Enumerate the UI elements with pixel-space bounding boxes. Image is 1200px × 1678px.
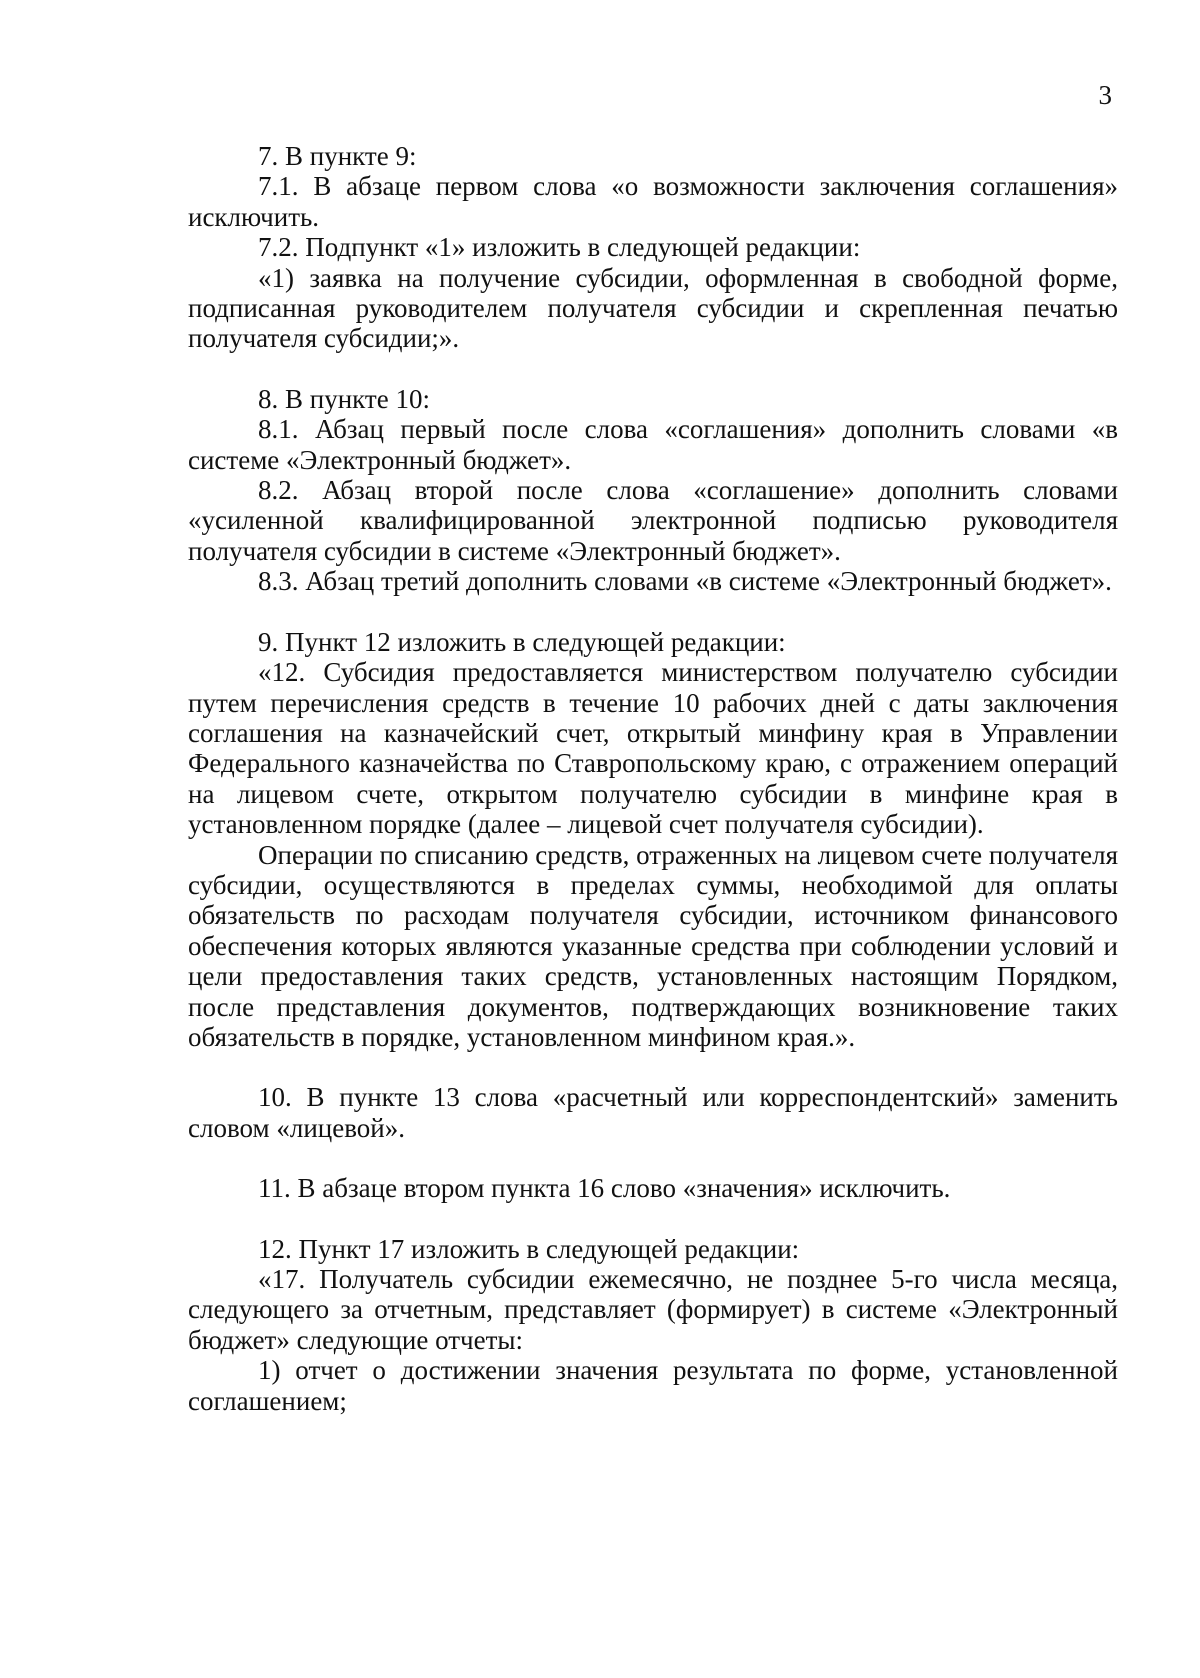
document-body [188,141,1118,1416]
paragraph: 1) отчет о достижении значения результата по форме, установленной соглашением; [188,1355,1118,1416]
paragraph: 11. В абзаце втором пункта 16 слово «значения» исключить. [258,1173,951,1204]
paragraph: Операции по списанию средств, отраженных на лицевом счете получателя субсидии, осуществляются в пределах суммы, необходимой для оплаты обязательств по расходам получателя субсидии, источником финансового обеспечения которых являются указанные средства при соблюдении условий и цели предоставления таких средств, установленных настоящим Порядком, после представления документов, подтверждающих возникновение таких обязательств в порядке, установленном минфином края.». [188,839,1118,1052]
paragraph: «17. Получатель субсидии ежемесячно, не позднее 5-го числа месяца, следующего за отчетным, представляет (формирует) в системе «Электронный бюджет» следующие отчеты: [188,1264,1118,1355]
page-number: 3 [1098,80,1112,110]
paragraph: 8.2. Абзац второй после слова «соглашение» дополнить словами «усиленной квалифицированной электронной подписью руководителя получателя субсидии в системе «Электронный бюджет». [188,475,1118,566]
paragraph: «12. Субсидия предоставляется министерством получателю субсидии путем перечисления средств в течение 10 рабочих дней с даты заключения соглашения на казначейский счет, открытый минфину края в Управлении Федерального казначейства по Ставропольскому краю, с отражением операций на лицевом счете, открытом получателю субсидии в минфине края в установленном порядке (далее – лицевой счет получателя субсидии). [188,657,1118,840]
paragraph: 7. В пункте 9: [258,141,417,171]
paragraph: «1) заявка на получение субсидии, оформленная в свободной форме, подписанная руководителем получателя субсидии и скрепленная печатью получателя субсидии;». [188,262,1118,354]
paragraph: 8.3. Абзац третий дополнить словами «в системе «Электронный бюджет». [258,566,1112,597]
paragraph: 7.1. В абзаце первом слова «о возможности заключения соглашения» исключить. [188,171,1118,232]
paragraph: 12. Пункт 17 изложить в следующей редакции: [258,1233,800,1264]
paragraph: 7.2. Подпункт «1» изложить в следующей редакции: [258,232,861,263]
paragraph: 8. В пункте 10: [258,383,430,414]
paragraph: 10. В пункте 13 слова «расчетный или корреспондентский» заменить словом «лицевой». [188,1082,1118,1143]
paragraph: 9. Пункт 12 изложить в следующей редакции: [258,626,786,657]
paragraph: 8.1. Абзац первый после слова «соглашения» дополнить словами «в системе «Электронный бюджет». [188,414,1118,475]
